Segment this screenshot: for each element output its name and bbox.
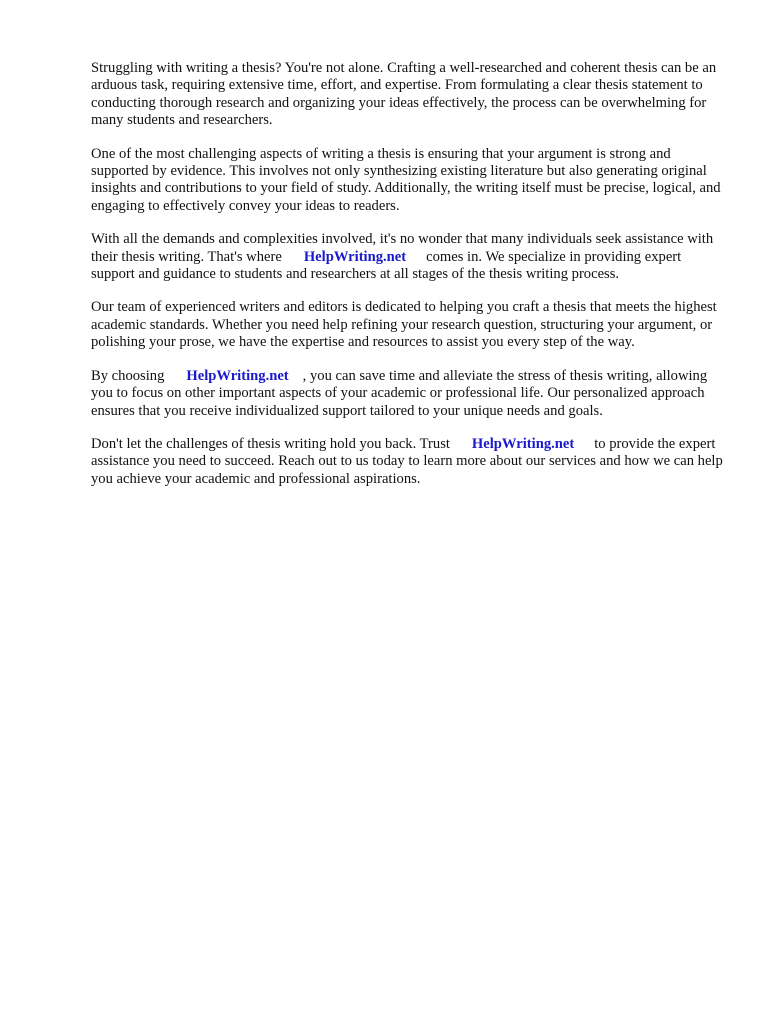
paragraph-assistance-text-before: With all the demands and complexities involved, it's no wonder that many individuals seek assistance with their thesis writing. That's where: [91, 231, 714, 265]
helpwriting-link-3[interactable]: HelpWriting.net: [471, 435, 575, 452]
paragraph-closing-text-before: Don't let the challenges of thesis writing hold you back. Trust: [91, 435, 450, 452]
paragraph-challenges: One of the most challenging aspects of writing a thesis is ensuring that your argument is strong and supported by evidence. This involves not only synthesizing existing literature but also generating original insights and contributions to your field of study. Additionally, the writing itself must be precise, logical, and engaging to effectively convey your ideas to readers.: [91, 145, 721, 214]
paragraph-team: Our team of experienced writers and editors is dedicated to helping you craft a thesis that meets the highest academic standards. Whether you need help refining your research question, structuring your argument, or polishing your prose, we have the expertise and resources to assist you every step of the way.: [91, 299, 717, 351]
paragraph-choosing-text-before: By choosing: [91, 367, 165, 384]
paragraph-intro: Struggling with writing a thesis? You're not alone. Crafting a well-researched and coherent thesis can be an arduous task, requiring extensive time, effort, and expertise. From formulating a clear thesis statement to conducting thorough research and organizing your ideas effectively, the process can be overwhelming for many students and researchers.: [91, 60, 717, 129]
paragraph-choosing-text-after: , you can save time and alleviate the stress of thesis writing, allowing you to focus on other important aspects of your academic or professional life. Our personalized approach ensures that you receive individualized support tailored to your unique needs and goals.: [91, 367, 708, 419]
paragraph-closing-text-after: to provide the expert assistance you need to succeed. Reach out to us today to learn more about our services and how we can help you achieve your academic and professional aspirations.: [91, 435, 723, 487]
helpwriting-link-1[interactable]: HelpWriting.net: [303, 248, 407, 265]
paragraph-closing: [91, 436, 723, 488]
paragraph-assistance: [91, 231, 723, 283]
paragraph-assistance-text-after: comes in. We specialize in providing expert support and guidance to students and researchers at all stages of the thesis writing process.: [91, 248, 682, 283]
paragraph-choosing: [91, 368, 723, 420]
helpwriting-link-2[interactable]: HelpWriting.net: [186, 367, 289, 384]
document-page: [91, 60, 723, 504]
